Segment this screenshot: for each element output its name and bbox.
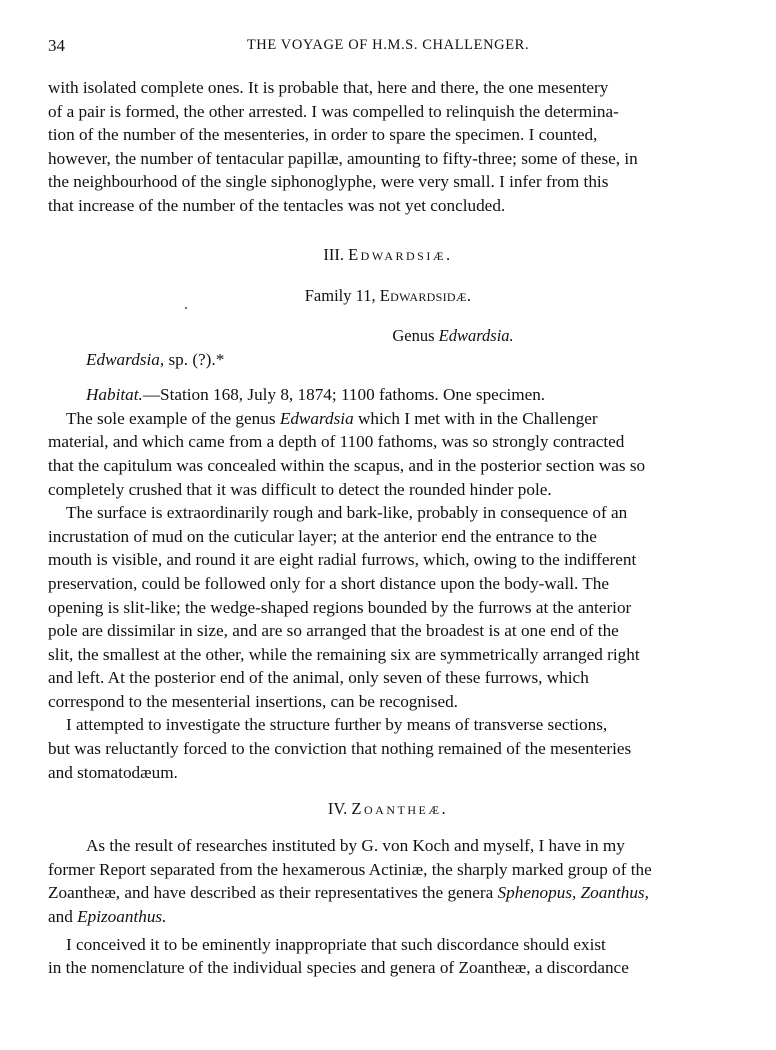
text-line (48, 907, 166, 926)
text-line: and stomatodæum. (48, 762, 178, 782)
text-line: former Report separated from the hexamerous Actiniæ, the sharply marked group of the (48, 859, 652, 879)
text-line: tion of the number of the mesenteries, in order to spare the specimen. I counted, (48, 125, 598, 145)
genus-italic: Epizoanthus. (77, 907, 167, 927)
page-number: 34 (48, 36, 65, 55)
text-line: that increase of the number of the tentacles was not yet concluded. (48, 195, 506, 215)
section-title: Edwardsiæ. (348, 244, 453, 264)
section-heading-edwardsiae (48, 244, 728, 266)
genus-heading (48, 325, 728, 347)
genus-name: Edwardsia. (438, 325, 514, 345)
text-line: with isolated complete ones. It is probable that, here and there, the one mesentery (48, 78, 609, 97)
text-line: The surface is extraordinarily rough and bark-like, probably in consequence of an (66, 503, 628, 523)
running-title: THE VOYAGE OF H.M.S. CHALLENGER. (246, 37, 530, 53)
section-numeral: III. (323, 244, 344, 264)
text-line: I conceived it to be eminently inappropriate that such discordance should exist (66, 934, 606, 954)
genus-italic: Sphenopus, (497, 883, 577, 903)
text-line: and left. At the posterior end of the animal, only seven of these furrows, which (48, 668, 589, 688)
species-name: Edwardsia, (86, 349, 165, 369)
paragraph-mesenteries (48, 76, 728, 218)
document-page (48, 36, 728, 980)
paragraph-sections (48, 713, 728, 784)
text-line: incrustation of mud on the cuticular layer; at the anterior end the entrance to the (48, 526, 597, 546)
text-line (48, 881, 728, 905)
text-fragment: The sole example of the genus (66, 408, 276, 428)
text-line: that the capitulum was concealed within the scapus, and in the posterior section was so (48, 455, 646, 475)
family-name: Edwardsidæ. (379, 285, 472, 305)
text-line (48, 407, 728, 431)
text-line: mouth is visible, and round it are eight radial furrows, which, owing to the indifferent (48, 550, 637, 570)
section-numeral: IV. (327, 799, 348, 819)
running-head (48, 36, 728, 62)
text-line: the neighbourhood of the single siphonoglyphe, were very small. I infer from this (48, 172, 609, 192)
genus-italic: Edwardsia (279, 408, 354, 428)
text-line: opening is slit-like; the wedge-shaped regions bounded by the furrows at the anterior (48, 597, 632, 617)
text-line: material, and which came from a depth of 1100 fathoms, was so strongly contracted (48, 432, 625, 452)
paragraph-researches (48, 834, 728, 928)
habitat-text: —Station 168, July 8, 1874; 1100 fathoms. One specimen. (142, 385, 546, 405)
paragraph-surface (48, 501, 728, 713)
text-fragment: which I met with in the Challenger (357, 408, 598, 428)
text-line: slit, the smallest at the other, while the remaining six are symmetrically arranged right (48, 644, 640, 664)
text-line: in the nomenclature of the individual species and genera of Zoantheæ, a discordance (48, 958, 629, 978)
paragraph-discordance (48, 933, 728, 980)
text-line: of a pair is formed, the other arrested. I was compelled to relinquish the determina- (48, 101, 619, 121)
habitat-label: Habitat. (86, 385, 143, 405)
paragraph-sole-example (48, 407, 728, 501)
text-fragment: Zoantheæ, and have described as their representatives the genera (48, 883, 494, 903)
text-fragment: and (48, 907, 73, 927)
species-line (48, 348, 728, 372)
text-line: correspond to the mesenterial insertions, can be recognised. (48, 691, 458, 711)
text-line: however, the number of tentacular papillæ, amounting to fifty-three; some of these, in (48, 148, 638, 168)
habitat-line (48, 383, 728, 407)
text-line: completely crushed that it was difficult to detect the rounded hinder pole. (48, 479, 552, 499)
text-line: I attempted to investigate the structure further by means of transverse sections, (66, 715, 608, 735)
family-heading (48, 285, 728, 307)
text-line: pole are dissimilar in size, and are so arranged that the broadest is at one end of the (48, 621, 619, 641)
family-prefix: Family 11, (304, 285, 376, 305)
text-line: As the result of researches instituted by G. von Koch and myself, I have in my (86, 836, 625, 856)
text-line: preservation, could be followed only for a short distance upon the body-wall. The (48, 573, 609, 593)
genus-prefix: Genus (392, 325, 435, 345)
section-title: Zoantheæ. (351, 799, 449, 819)
species-rest: sp. (?).* (168, 349, 225, 369)
text-line: but was reluctantly forced to the conviction that nothing remained of the mesenteries (48, 739, 632, 759)
section-heading-zoantheae (48, 798, 728, 820)
print-speck (185, 307, 187, 309)
genus-italic: Zoanthus, (580, 883, 649, 903)
